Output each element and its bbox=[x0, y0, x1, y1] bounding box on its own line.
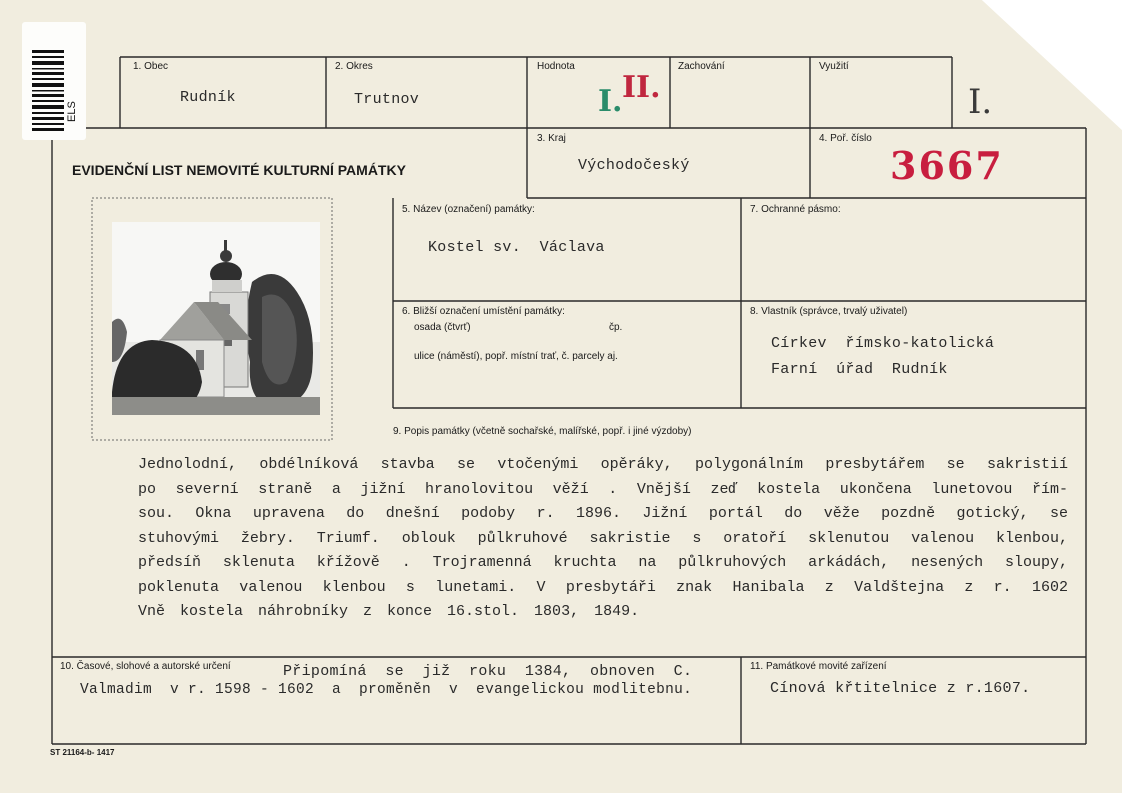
cp-label: čp. bbox=[609, 322, 623, 333]
vyuziti-label: Využití bbox=[819, 61, 849, 72]
form-title: EVIDENČNÍ LIST NEMOVITÉ KULTURNÍ PAMÁTKY bbox=[72, 162, 406, 178]
barcode-label: ELS bbox=[66, 101, 78, 122]
popis-line: poklenuta valenou klenbou s lunetami. V presbytáři znak Hanibala z Valdštejna z r. 1602 bbox=[138, 578, 1068, 596]
movite-label: 11. Památkové movité zařízení bbox=[750, 661, 887, 672]
por-cislo-value: 3667 bbox=[890, 143, 1004, 188]
vlastnik-line-2: Farní úřad Rudník bbox=[771, 361, 948, 378]
okres-label: 2. Okres bbox=[335, 61, 373, 72]
hodnota-value-1: I. bbox=[598, 84, 623, 119]
ochranne-pasmo-label: 7. Ochranné pásmo: bbox=[750, 204, 841, 215]
kraj-label: 3. Kraj bbox=[537, 133, 566, 144]
footer-code: ST 21164-b- 1417 bbox=[50, 748, 115, 757]
casove-line-1: Připomíná se již roku 1384, obnoven C. bbox=[283, 663, 693, 680]
popis-line: předsíň sklenuta křížově . Trojramenná kruchta na půlkruhových arkádách, nesených sloupy, bbox=[138, 554, 1068, 571]
popis-text bbox=[138, 453, 1068, 625]
popis-line: po severní straně a jižní hranolovitou věží . Vnější zeď kostela ukončena lunetovou řím- bbox=[138, 480, 1068, 498]
movite-value: Cínová křtitelnice z r.1607. bbox=[770, 680, 1031, 697]
barcode-icon bbox=[22, 22, 86, 140]
casove-label: 10. Časové, slohové a autorské určení bbox=[60, 661, 231, 672]
kraj-value: Východočeský bbox=[578, 157, 690, 174]
casove-line-2: Valmadim v r. 1598 - 1602 a proměněn v evangelickou modlitebnu. bbox=[80, 682, 693, 698]
church-photo bbox=[112, 222, 320, 415]
por-cislo-label: 4. Poř. číslo bbox=[819, 133, 872, 144]
umisteni-label: 6. Bližší označení umístění památky: bbox=[402, 306, 565, 317]
nazev-value: Kostel sv. Václava bbox=[428, 239, 605, 256]
popis-label: 9. Popis památky (včetně sochařské, malířské, popř. i jiné výzdoby) bbox=[393, 426, 692, 437]
nazev-label: 5. Název (označení) památky: bbox=[402, 204, 535, 215]
popis-line: stuhovými žebry. Triumf. oblouk půlkruhové sakristie s oratoří sklenutou valenou klenbou, bbox=[138, 529, 1068, 547]
popis-line: Jednolodní, obdélníková stavba se vtočenými opěráky, polygonálním presbytářem se sakristií bbox=[138, 456, 1068, 473]
hodnota-value-2: II. bbox=[622, 70, 661, 105]
zachovani-label: Zachování bbox=[678, 61, 725, 72]
ulice-label: ulice (náměstí), popř. místní trať, č. parcely aj. bbox=[414, 351, 618, 362]
vlastnik-label: 8. Vlastník (správce, trvalý uživatel) bbox=[750, 306, 908, 317]
osada-label: osada (čtvrť) bbox=[414, 322, 471, 333]
hodnota-label: Hodnota bbox=[537, 61, 575, 72]
popis-line: Vně kostela náhrobníky z konce 16.stol. 1803, 1849. bbox=[138, 603, 640, 620]
okres-value: Trutnov bbox=[354, 91, 420, 108]
vlastnik-line-1: Církev římsko-katolická bbox=[771, 335, 995, 352]
obec-value: Rudník bbox=[180, 89, 236, 106]
obec-label: 1. Obec bbox=[133, 61, 169, 72]
popis-line: sou. Okna upravena do dnešní podoby r. 1896. Jižní portál do věže pozdně gotický, se bbox=[138, 505, 1068, 522]
barcode-sticker bbox=[22, 22, 86, 140]
side-mark: I. bbox=[968, 82, 993, 122]
